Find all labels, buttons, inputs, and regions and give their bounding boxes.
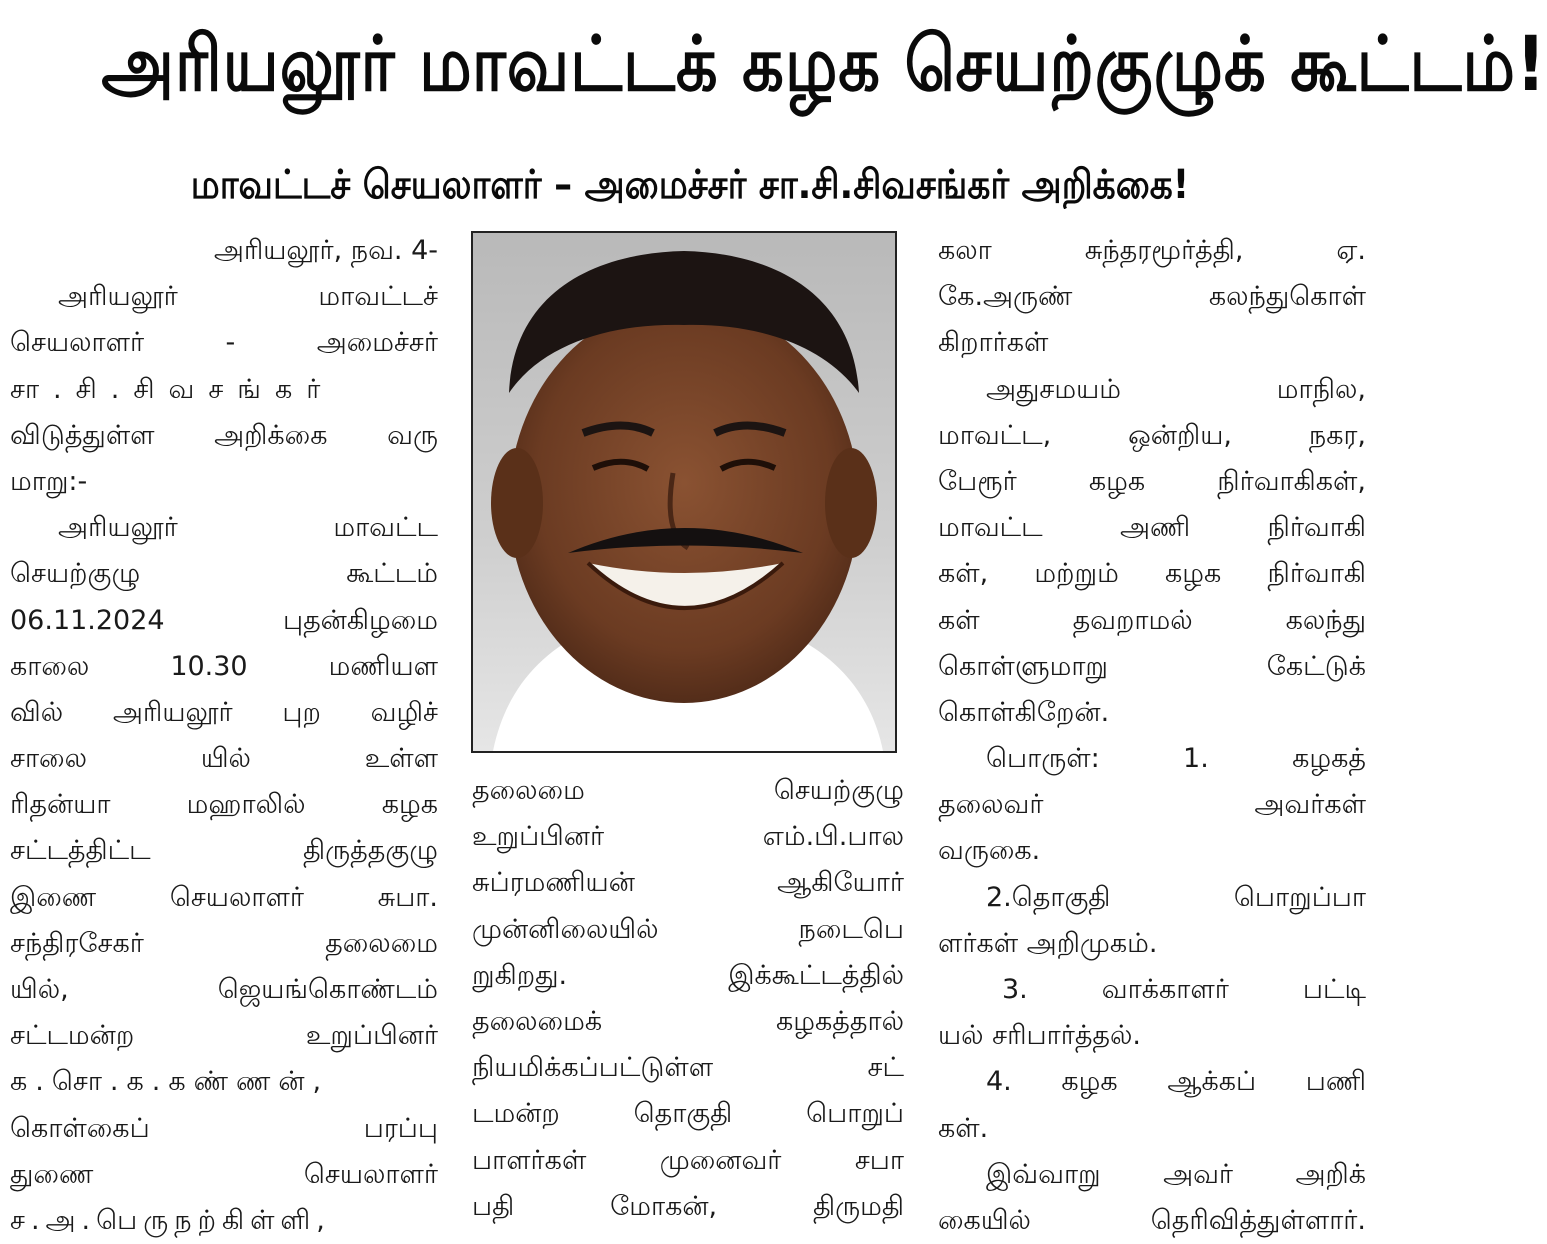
body-line: வருகை. bbox=[938, 835, 1041, 867]
body-line: ளர்கள் அறிமுகம். bbox=[938, 927, 1158, 959]
body-line: சுப்ரமணியன் ஆகியோர் bbox=[472, 867, 904, 899]
body-line: றுகிறது. இக்கூட்டத்தில் bbox=[472, 959, 904, 991]
body-line: முன்னிலையில் நடைபெ bbox=[472, 913, 904, 945]
body-line: மாறு:- bbox=[10, 465, 88, 497]
body-line: வில் அரியலூர் புற வழிச் bbox=[10, 696, 438, 728]
body-line: ரிதன்யா மஹாலில் கழக bbox=[10, 789, 438, 821]
body-line: 2.தொகுதி பொறுப்பா bbox=[986, 881, 1366, 913]
headline: அரியலூர் மாவட்டக் கழக செயற்குழுக் கூட்டம்! bbox=[101, 19, 1547, 108]
body-line: மாவட்ட அணி நிர்வாகி bbox=[938, 512, 1366, 544]
body-line: யில், ஜெயங்கொண்டம் bbox=[10, 974, 438, 1005]
body-line: விடுத்துள்ள அறிக்கை வரு bbox=[10, 419, 438, 451]
body-line: தலைவர் அவர்கள் bbox=[938, 789, 1366, 821]
body-line: சட்டமன்ற உறுப்பினர் bbox=[10, 1020, 438, 1052]
body-line: தலைமைக் கழகத்தால் bbox=[472, 1005, 904, 1037]
body-line: கள், மற்றும் கழக நிர்வாகி bbox=[938, 558, 1366, 590]
portrait-illustration bbox=[473, 233, 895, 751]
body-line: துணை செயலாளர் bbox=[10, 1158, 438, 1190]
article-column-1 bbox=[10, 228, 438, 1244]
body-line: கொள்ளுமாறு கேட்டுக் bbox=[938, 650, 1366, 682]
body-line: காலை 10.30 மணியள bbox=[10, 650, 438, 682]
body-line: பதி மோகன், திருமதி bbox=[472, 1190, 904, 1222]
subheadline: மாவட்டச் செயலாளர் – அமைச்சர் சா.சி.சிவசங்கர் அறிக்கை! bbox=[190, 162, 1190, 208]
body-line: உறுப்பினர் எம்.பி.பால bbox=[472, 821, 904, 853]
portrait-photo bbox=[471, 231, 897, 753]
body-line: சந்திரசேகர் தலைமை bbox=[10, 927, 438, 959]
body-line: இவ்வாறு அவர் அறிக் bbox=[986, 1158, 1366, 1190]
body-line: கள் தவறாமல் கலந்து bbox=[938, 604, 1366, 636]
body-line: மாவட்ட, ஒன்றிய, நகர, bbox=[938, 419, 1366, 451]
body-line: சா.சி.சிவசங்கர் bbox=[10, 373, 335, 405]
body-line: யல் சரிபார்த்தல். bbox=[938, 1020, 1142, 1052]
body-line: 4. கழக ஆக்கப் பணி bbox=[986, 1066, 1366, 1098]
body-line: க.சொ.க.கண்ணன், bbox=[10, 1066, 330, 1098]
article-column-3 bbox=[938, 228, 1366, 1244]
body-line: ச.அ.பெருநற்கிள்ளி, bbox=[10, 1204, 331, 1236]
dateline: அரியலூர், நவ. 4- bbox=[213, 235, 438, 266]
body-line: செயலாளர் - அமைச்சர் bbox=[10, 327, 438, 359]
body-line: கொள்கைப் பரப்பு bbox=[10, 1112, 438, 1144]
body-line: கலா சுந்தரமூர்த்தி, ஏ. bbox=[938, 235, 1366, 266]
body-line: பேரூர் கழக நிர்வாகிகள், bbox=[938, 465, 1366, 497]
body-line: செயற்குழு கூட்டம் bbox=[10, 558, 438, 590]
body-line: இணை செயலாளர் சுபா. bbox=[10, 881, 438, 913]
body-line: தலைமை செயற்குழு bbox=[472, 775, 904, 806]
body-line: பொருள்: 1. கழகத் bbox=[986, 743, 1366, 775]
body-line: அரியலூர் மாவட்ட bbox=[58, 512, 438, 544]
body-line: கொள்கிறேன். bbox=[938, 696, 1110, 728]
body-line: சாலை யில் உள்ள bbox=[10, 743, 438, 775]
body-line: நியமிக்கப்பட்டுள்ள சட் bbox=[472, 1052, 904, 1084]
body-line: கிறார்கள் bbox=[938, 327, 1049, 359]
body-line: பாளர்கள் முனைவர் சபா bbox=[472, 1144, 904, 1176]
body-line: 06.11.2024 புதன்கிழமை bbox=[10, 604, 438, 636]
body-line: 3. வாக்காளர் பட்டி bbox=[1002, 974, 1366, 1005]
body-line: கையில் தெரிவித்துள்ளார். bbox=[938, 1204, 1366, 1236]
body-line: கே.அருண் கலந்துகொள் bbox=[938, 281, 1366, 313]
article-column-2 bbox=[472, 768, 904, 1230]
body-line: அரியலூர் மாவட்டச் bbox=[58, 281, 438, 313]
body-line: அதுசமயம் மாநில, bbox=[986, 373, 1366, 405]
body-line: சட்டத்திட்ட திருத்தகுழு bbox=[10, 835, 438, 867]
body-line: டமன்ற தொகுதி பொறுப் bbox=[472, 1098, 904, 1130]
body-line: கள். bbox=[938, 1112, 989, 1144]
